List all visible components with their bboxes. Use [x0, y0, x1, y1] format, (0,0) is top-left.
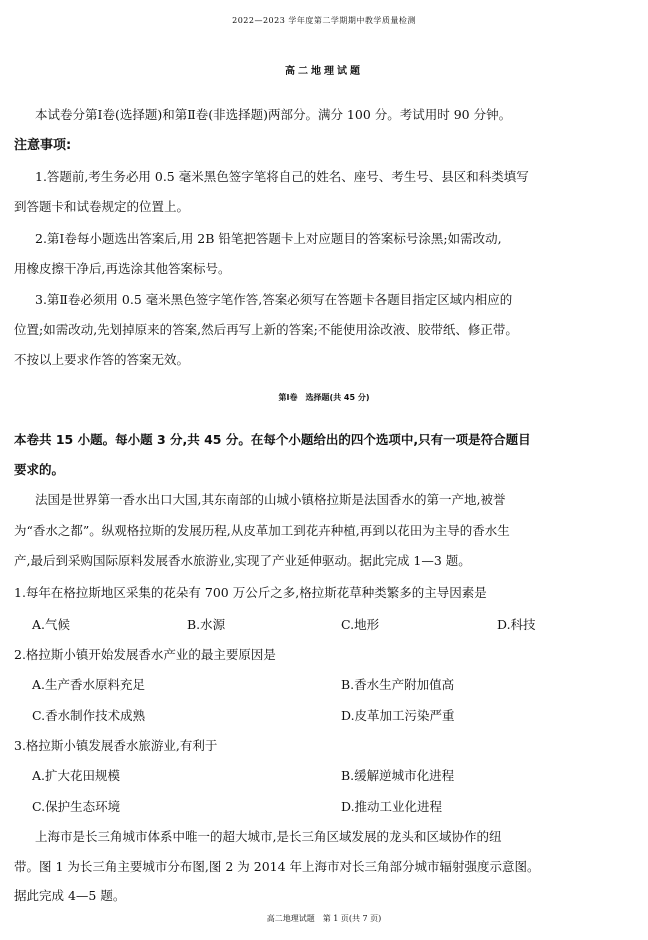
passage2-line-1: 上海市是长三角城市体系中唯一的超大城市,是长三角区域发展的龙头和区域协作的纽	[35, 829, 502, 844]
question-3-option-c: C.保护生态环境	[32, 799, 121, 814]
question-1-option-a: A.气候	[32, 617, 71, 632]
question-3-option-d: D.推动工业化进程	[341, 799, 443, 814]
question-1-stem: 1.每年在格拉斯地区采集的花朵有 700 万公斤之多,格拉斯花草种类繁多的主导因素是	[14, 585, 487, 600]
notice-2-line-2: 用橡皮擦干净后,再选涂其他答案标号。	[14, 261, 231, 276]
question-1-option-d: D.科技	[497, 617, 536, 632]
notice-3-line-3: 不按以上要求作答的答案无效。	[14, 352, 190, 367]
exam-header: 2022—2023 学年度第二学期期中教学质量检测	[232, 16, 416, 25]
section-instructions-line-1: 本卷共 15 小题。每小题 3 分,共 45 分。在每个小题给出的四个选项中,只有一项是符合题目	[14, 432, 531, 447]
question-2-option-d: D.皮革加工污染严重	[341, 708, 455, 723]
notice-heading: 注意事项:	[14, 138, 72, 153]
passage2-line-2: 带。图 1 为长三角主要城市分布图,图 2 为 2014 年上海市对长三角部分城市辐射强度示意图。	[14, 859, 540, 874]
passage1-line-3: 产,最后到采购国际原料发展香水旅游业,实现了产业延伸驱动。据此完成 1—3 题。	[14, 553, 471, 568]
question-2-option-c: C.香水制作技术成熟	[32, 708, 146, 723]
notice-3-line-2: 位置;如需改动,先划掉原来的答案,然后再写上新的答案;不能使用涂改液、胶带纸、修正带。	[14, 322, 518, 337]
page-footer: 高二地理试题 第 1 页(共 7 页)	[266, 914, 382, 923]
question-3-stem: 3.格拉斯小镇发展香水旅游业,有利于	[14, 738, 218, 753]
passage2-line-3: 据此完成 4—5 题。	[14, 888, 126, 903]
notice-1-line-1: 1.答题前,考生务必用 0.5 毫米黑色签字笔将自己的姓名、座号、考生号、县区和科类填写	[35, 169, 529, 184]
question-1-option-c: C.地形	[341, 617, 380, 632]
question-1-option-b: B.水源	[187, 617, 226, 632]
passage1-line-2: 为“香水之都”。纵观格拉斯的发展历程,从皮革加工到花卉种植,再到以花田为主导的香水生	[14, 523, 510, 538]
intro-text: 本试卷分第Ⅰ卷(选择题)和第Ⅱ卷(非选择题)两部分。满分 100 分。考试用时 90 分钟。	[35, 107, 512, 122]
question-2-option-a: A.生产香水原料充足	[32, 677, 146, 692]
question-2-stem: 2.格拉斯小镇开始发展香水产业的最主要原因是	[14, 647, 276, 662]
notice-2-line-1: 2.第Ⅰ卷每小题选出答案后,用 2B 铅笔把答题卡上对应题目的答案标号涂黑;如需改动,	[35, 231, 502, 246]
section-instructions-line-2: 要求的。	[14, 462, 65, 477]
question-3-option-a: A.扩大花田规模	[32, 768, 121, 783]
section-title: 第Ⅰ卷 选择题(共 45 分)	[278, 393, 370, 402]
page-title: 高二地理试题	[285, 66, 363, 77]
question-2-option-b: B.香水生产附加值高	[341, 677, 455, 692]
passage1-line-1: 法国是世界第一香水出口大国,其东南部的山城小镇格拉斯是法国香水的第一产地,被誉	[35, 492, 506, 507]
question-3-option-b: B.缓解逆城市化进程	[341, 768, 455, 783]
notice-1-line-2: 到答题卡和试卷规定的位置上。	[14, 199, 190, 214]
notice-3-line-1: 3.第Ⅱ卷必须用 0.5 毫米黑色签字笔作答,答案必须写在答题卡各题目指定区域内相应的	[35, 292, 513, 307]
